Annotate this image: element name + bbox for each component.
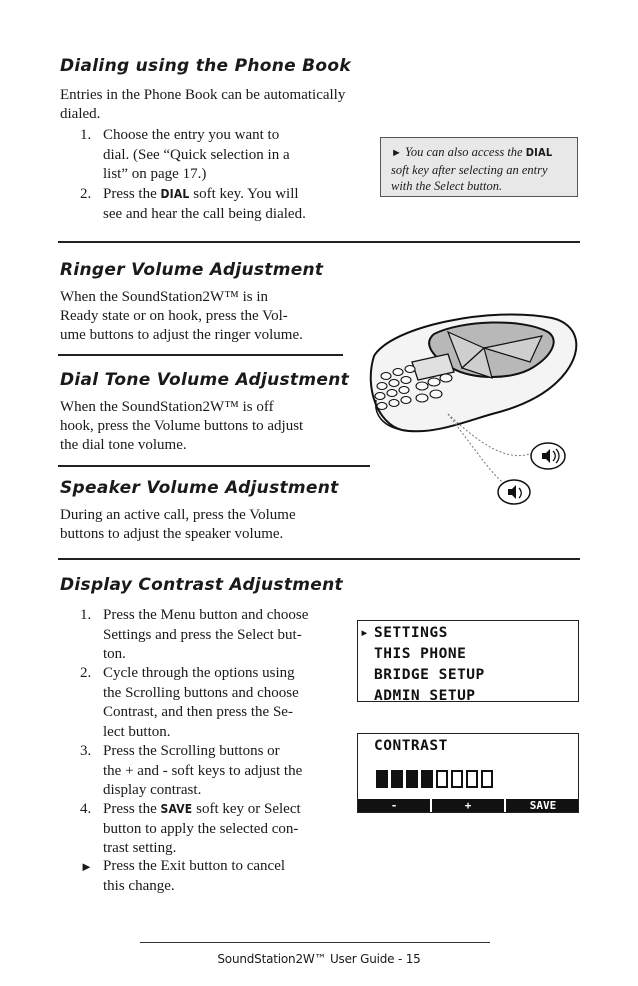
contrast-block-empty xyxy=(436,770,448,788)
step-text: Choose the entry you want to xyxy=(103,127,280,143)
step-text: display contrast. xyxy=(103,782,202,798)
plus-softkey: + xyxy=(432,799,506,812)
contrast-block-empty xyxy=(466,770,478,788)
contrast-step-1 xyxy=(80,606,350,666)
lcd-menu-item: THIS PHONE xyxy=(374,646,467,662)
page-footer: SoundStation2W™ User Guide - 15 xyxy=(217,952,421,966)
speaker-text-line: buttons to adjust the speaker volume. xyxy=(60,526,284,542)
section-title-contrast: Display Contrast Adjustment xyxy=(60,575,343,595)
step-text: Press the xyxy=(103,186,161,202)
note-text: soft key after selecting an entry xyxy=(391,162,548,177)
contrast-block-filled xyxy=(421,770,433,788)
tip-note-box xyxy=(380,137,578,197)
dialtone-text-line: When the SoundStation2W™ is off xyxy=(60,399,274,415)
step-number: 1. xyxy=(80,607,92,623)
step-text: trast setting. xyxy=(103,840,177,856)
lcd-menu-item: BRIDGE SETUP xyxy=(374,667,485,683)
dialing-intro-line-2: dialed. xyxy=(60,106,101,122)
step-text: dial. (See “Quick selection in a xyxy=(103,146,290,163)
step-text: Settings and press the Select but- xyxy=(103,626,302,643)
step-text: Press the Menu button and choose xyxy=(103,607,309,623)
minus-softkey: - xyxy=(358,799,432,812)
divider xyxy=(58,354,343,356)
arrow-icon: ► xyxy=(391,147,402,159)
step-text: ton. xyxy=(103,646,126,662)
lcd-contrast-screen xyxy=(357,733,579,813)
ringer-text-line: ume buttons to adjust the ringer volume. xyxy=(60,327,303,343)
step-text: Press the xyxy=(103,801,161,817)
contrast-block-empty xyxy=(481,770,493,788)
arrow-icon: ► xyxy=(80,859,93,874)
step-number: 1. xyxy=(80,127,92,143)
conference-phone-illustration xyxy=(352,296,588,518)
step-number: 4. xyxy=(80,801,92,817)
dialing-intro-line-1: Entries in the Phone Book can be automatically xyxy=(60,87,346,103)
note-text: You can also access the xyxy=(401,145,526,159)
section-title-ringer: Ringer Volume Adjustment xyxy=(60,260,324,280)
step-text: Press the Scrolling buttons or xyxy=(103,743,280,759)
contrast-step-3 xyxy=(80,742,350,802)
contrast-block-empty xyxy=(451,770,463,788)
contrast-block-filled xyxy=(376,770,388,788)
lcd-softkey-bar xyxy=(358,799,578,812)
contrast-step-2 xyxy=(80,664,350,744)
note-text: with the Select button. xyxy=(391,179,503,193)
footer-rule xyxy=(140,942,490,943)
step-number: 2. xyxy=(80,665,92,681)
section-title-dialtone: Dial Tone Volume Adjustment xyxy=(60,370,350,390)
step-text: button to apply the selected con- xyxy=(103,820,299,837)
step-text: the Scrolling buttons and choose xyxy=(103,684,299,701)
step-text: Press the Exit button to cancel xyxy=(103,858,286,874)
contrast-step-cancel xyxy=(80,857,350,897)
lcd-menu-item: ADMIN SETUP xyxy=(374,688,476,702)
dialtone-text-line: hook, press the Volume buttons to adjust xyxy=(60,418,304,434)
dial-key-label: DIAL xyxy=(160,187,190,201)
ringer-text-line: When the SoundStation2W™ is in xyxy=(60,289,269,305)
divider xyxy=(58,241,580,243)
dialing-step-1 xyxy=(80,126,380,186)
lcd-menu-item: SETTINGS xyxy=(374,625,448,641)
menu-cursor-icon: ▸ xyxy=(360,625,370,641)
ringer-text-line: Ready state or on hook, press the Vol- xyxy=(60,308,288,324)
speaker-text-line: During an active call, press the Volume xyxy=(60,507,296,523)
save-softkey: SAVE xyxy=(529,799,557,812)
step-text: soft key or Select xyxy=(192,801,301,817)
dialtone-text-line: the dial tone volume. xyxy=(60,437,187,453)
section-title-dialing: Dialing using the Phone Book xyxy=(60,56,351,76)
lcd-contrast-title: CONTRAST xyxy=(374,738,448,754)
save-key-label: SAVE xyxy=(160,802,193,816)
step-text: Cycle through the options using xyxy=(103,665,295,681)
step-text: lect button. xyxy=(103,723,171,740)
step-number: 3. xyxy=(80,743,92,759)
contrast-step-4 xyxy=(80,800,350,860)
step-text: list” on page 17.) xyxy=(103,166,207,182)
contrast-block-filled xyxy=(391,770,403,788)
step-text: this change. xyxy=(103,877,175,894)
divider xyxy=(58,558,580,560)
step-text: Contrast, and then press the Se- xyxy=(103,704,293,720)
lcd-settings-menu xyxy=(357,620,579,702)
dialing-step-2 xyxy=(80,185,380,225)
step-text: the + and - soft keys to adjust the xyxy=(103,762,303,779)
step-number: 2. xyxy=(80,186,92,202)
step-text: see and hear the call being dialed. xyxy=(103,205,306,222)
section-title-speaker: Speaker Volume Adjustment xyxy=(60,478,339,498)
step-text: soft key. You will xyxy=(189,186,299,202)
divider xyxy=(58,465,370,467)
dial-key-label: DIAL xyxy=(525,146,553,159)
contrast-block-filled xyxy=(406,770,418,788)
